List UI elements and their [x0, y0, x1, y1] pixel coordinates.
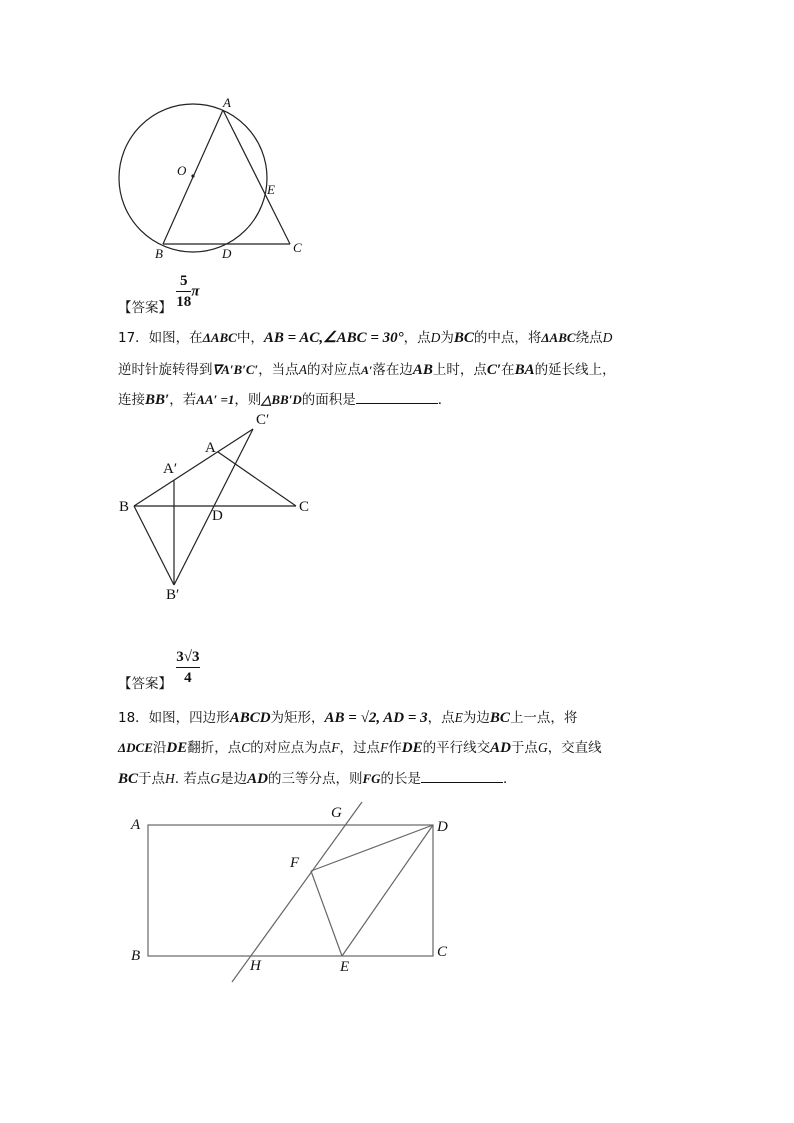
text: 为矩形， [270, 710, 325, 726]
text: 的平行线交 [422, 740, 491, 756]
fraction-denominator: 4 [184, 670, 192, 686]
text: 翻折，点 [187, 740, 242, 756]
math-triangle-bbd: △BB′D [261, 392, 302, 407]
text: 沿 [152, 740, 167, 756]
text: 落在边 [372, 362, 413, 378]
fig18-label-c: C [437, 944, 448, 960]
text: ，点 [427, 710, 455, 726]
fig16-label-a: A [223, 95, 231, 110]
text: 是边 [220, 771, 248, 787]
text: 绕点 [575, 330, 603, 346]
text: . 若点 [174, 771, 211, 787]
math-segment-bc: BC [118, 771, 139, 787]
fig18-label-e: E [340, 959, 350, 975]
text: ，当点 [258, 362, 299, 378]
fig18-label-b: B [131, 948, 141, 964]
fig17-label-a-prime: A′ [163, 461, 178, 477]
math-segment-bb-prime: BB′ [145, 392, 170, 408]
text: ，若 [169, 392, 197, 408]
math-point-d: D [430, 330, 441, 345]
math-point-d: D [602, 330, 613, 345]
fig16-label-c: C [293, 240, 302, 255]
fig17-label-c: C [299, 499, 310, 515]
fig18-label-h: H [250, 958, 261, 974]
fig16-label-d: D [222, 246, 232, 261]
text: 逆时针旋转得到 [118, 362, 213, 378]
math-triangle-dce: ΔDCE [118, 740, 153, 755]
math-point-c-prime: C′ [486, 362, 502, 378]
fraction-numerator: 3√3 [176, 649, 200, 665]
text: 的面积是 [301, 392, 356, 408]
math-segment-fg: FG [362, 771, 381, 786]
math-segment-de: DE [401, 740, 423, 756]
math-point-h: H [165, 771, 175, 786]
text: 在 [501, 362, 515, 378]
math-condition: AA′ =1 [196, 392, 235, 407]
text: ． [503, 771, 517, 787]
text: ． [437, 392, 452, 408]
text: 于点 [510, 740, 538, 756]
text: 的三等分点，则 [267, 771, 363, 787]
math-point-a: A [298, 362, 307, 377]
fig18-label-g: G [331, 805, 342, 821]
math-segment-ab: AB [412, 362, 433, 378]
fraction-numerator: 5 [180, 273, 188, 289]
math-triangle-abc: ΔABC [202, 330, 237, 345]
fig17-label-b: B [119, 499, 130, 515]
fraction-denominator: 18 [176, 294, 192, 310]
math-point-f: F [331, 740, 340, 755]
segment-de [342, 825, 433, 956]
text: 的中点，将 [473, 330, 542, 346]
text: 的对应点 [306, 362, 361, 378]
text: ，则 [234, 392, 262, 408]
text: 为 [440, 330, 454, 346]
text: 连接 [118, 392, 145, 408]
math-point-a-prime: A′ [360, 363, 373, 377]
math-segment-de: DE [166, 740, 188, 756]
math-rotated-triangle: ∇A′B′C′ [212, 362, 259, 377]
text: ，交直线 [547, 740, 602, 756]
rectangle-abcd [148, 825, 433, 956]
text: 的长是 [380, 771, 422, 787]
math-point-g: G [537, 740, 548, 755]
text: ，点 [403, 330, 431, 346]
segment-fe [311, 871, 342, 956]
answer-prefix: 【答案】 [118, 675, 172, 692]
fig18-label-f: F [290, 855, 300, 871]
text: 的延长线上， [534, 362, 616, 378]
math-segment-bc: BC [453, 330, 474, 346]
text: 于点 [138, 771, 166, 787]
fig17-label-d: D [212, 508, 223, 524]
text: 的对应点为点 [250, 740, 332, 756]
answer-prefix: 【答案】 [118, 299, 172, 316]
fig18-label-d: D [437, 819, 448, 835]
fig16-label-b: B [155, 246, 163, 261]
fig18-label-a: A [131, 817, 141, 833]
math-point-e: E [454, 710, 463, 725]
answer-pi: π [191, 283, 200, 300]
fig16-label-o: O [177, 163, 187, 178]
text: 上一点，将 [509, 710, 578, 726]
text: 18．如图，四边形 [118, 710, 230, 726]
math-segment-ad: AD [490, 740, 511, 756]
fig17-label-c-prime: C′ [256, 412, 270, 428]
text: 17．如图，在 [118, 330, 203, 346]
math-condition: AB = √2, AD = 3 [324, 710, 428, 726]
math-rectangle-abcd: ABCD [229, 710, 271, 726]
text: 上时，点 [432, 362, 487, 378]
text: 中， [236, 330, 264, 346]
fig17-label-a: A [205, 440, 216, 456]
math-triangle-abc: ΔABC [541, 330, 576, 345]
math-point-f: F [380, 740, 389, 755]
math-point-g: G [210, 771, 221, 786]
math-segment-bc: BC [489, 710, 510, 726]
math-segment-ad: AD [247, 771, 268, 787]
math-segment-ba: BA [514, 362, 535, 378]
math-point-c: C [241, 740, 251, 755]
fig17-label-b-prime: B′ [166, 587, 180, 603]
text: ，过点 [339, 740, 380, 756]
text: 为边 [462, 710, 490, 726]
fig16-label-e: E [267, 182, 275, 197]
text: 作 [388, 740, 402, 756]
math-condition: AB = AC,∠ABC = 30° [263, 330, 404, 346]
